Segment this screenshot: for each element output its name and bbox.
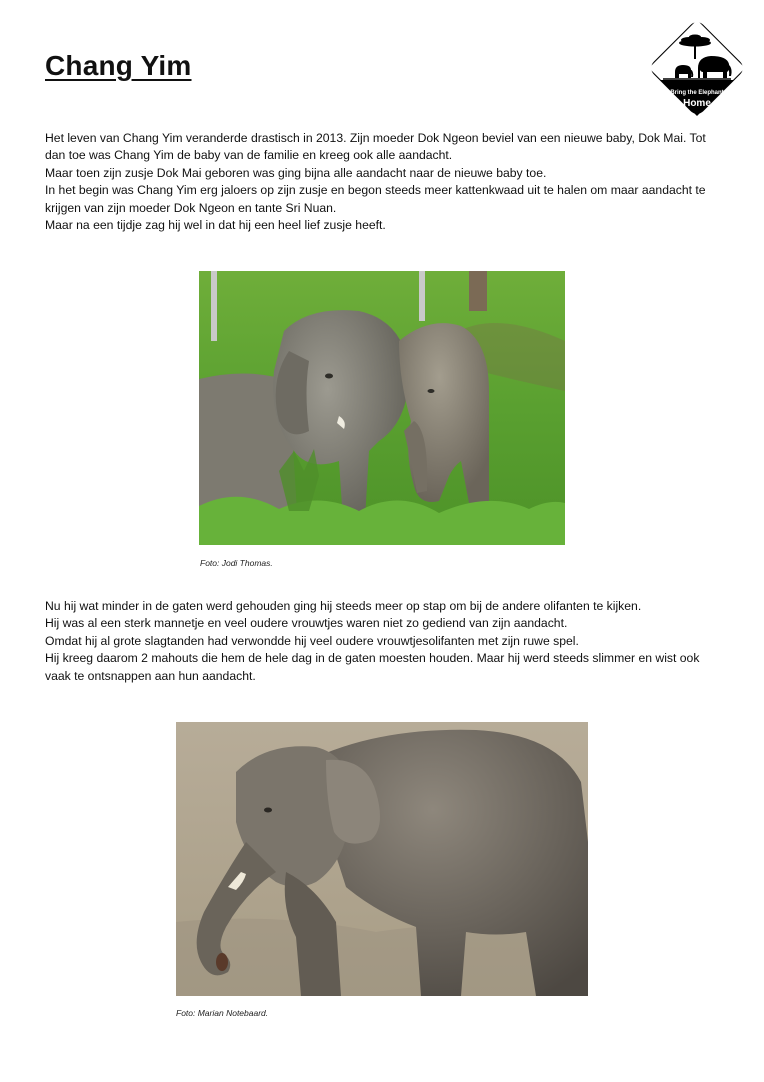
- photo-caption: Foto: Marian Notebaard.: [176, 1008, 269, 1018]
- logo-text-line1: Bring the Elephant: [670, 90, 724, 96]
- body-paragraph: Hij kreeg daarom 2 mahouts die hem de hele dag in de gaten moesten houden. Maar hij werd steeds slimmer en wist ook vaak te ontsnappen aan hun aandacht.: [45, 651, 700, 683]
- photo-young-elephant-walking: [176, 722, 588, 996]
- intro-paragraph: Maar na een tijdje zag hij wel in dat hij een heel lief zusje heeft.: [45, 218, 386, 233]
- second-text: [45, 598, 725, 685]
- intro-paragraph: Maar toen zijn zusje Dok Mai geboren was ging bijna alle aandacht naar de nieuwe baby toe.: [45, 165, 547, 180]
- body-paragraph: Hij was al een sterk mannetje en veel oudere vrouwtjes waren niet zo gediend van zijn aandacht.: [45, 616, 568, 631]
- intro-paragraph: Het leven van Chang Yim veranderde drastisch in 2013. Zijn moeder Dok Ngeon beviel van een nieuwe baby, Dok Mai. Tot dan toe was Chang Yim de baby van de familie en kreeg ook alle aandacht.: [45, 131, 706, 163]
- photo-elephant-siblings: [199, 271, 565, 545]
- page-title: Chang Yim: [45, 50, 192, 81]
- photo-caption: Foto: Jodi Thomas.: [200, 558, 273, 568]
- intro-paragraph: In het begin was Chang Yim erg jaloers op zijn zusje en begon steeds meer kattenkwaad uit te halen om maar aandacht te krijgen van zijn moeder Dok Ngeon en tante Sri Nuan.: [45, 183, 706, 215]
- logo-text-line2: Home: [683, 98, 711, 109]
- bring-the-elephant-home-logo: [641, 12, 753, 124]
- body-paragraph: Nu hij wat minder in de gaten werd gehouden ging hij steeds meer op stap om bij de andere olifanten te kijken.: [45, 599, 642, 613]
- body-paragraph: Omdat hij al grote slagtanden had verwondde hij veel oudere vrouwtjesolifanten met zijn ruwe spel.: [45, 633, 579, 648]
- intro-text: [45, 130, 725, 234]
